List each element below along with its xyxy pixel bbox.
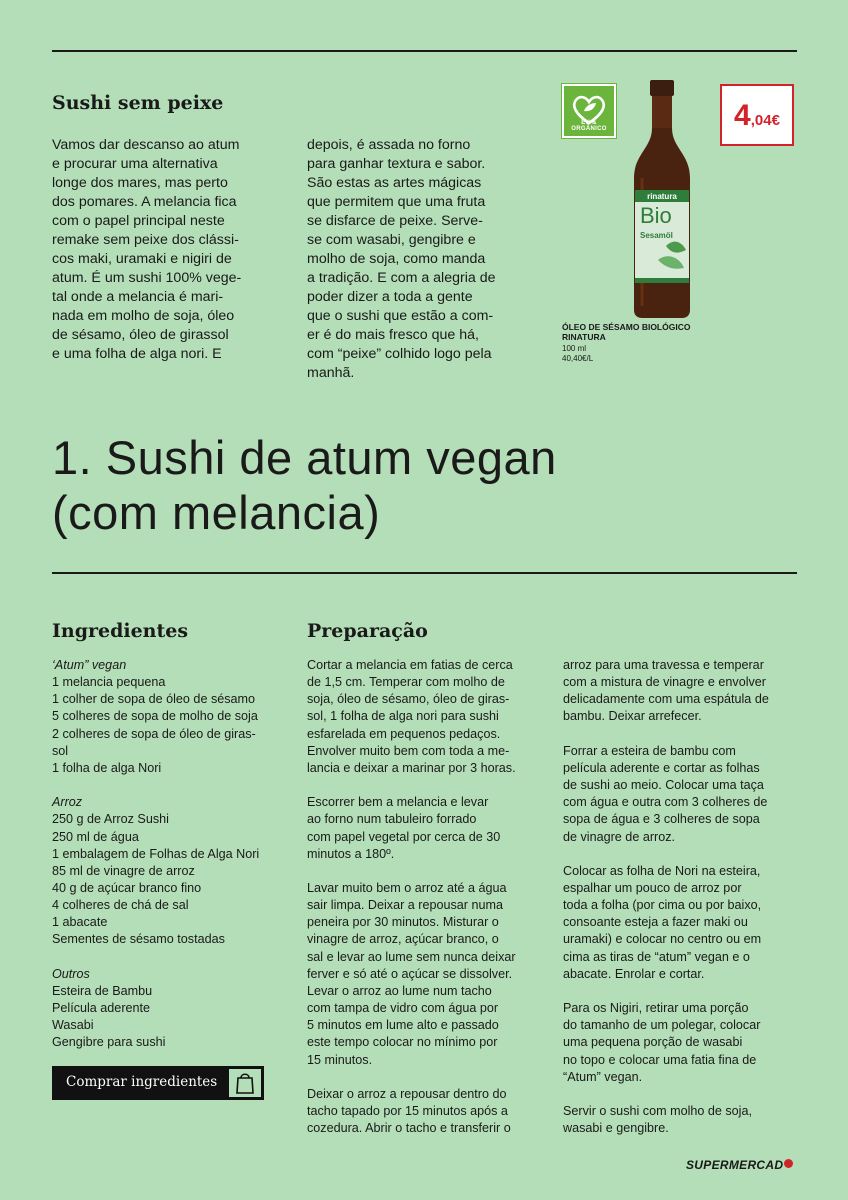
intro-line: longe dos mares, mas perto [52, 175, 228, 191]
ingredient-item: Gengibre para sushi [52, 1035, 166, 1050]
preparation-line: Levar o arroz ao lume num tacho [307, 983, 492, 998]
intro-line: e procurar uma alternativa [52, 156, 218, 172]
ingredient-item: 250 ml de água [52, 829, 139, 844]
price-decimal: ,04€ [750, 112, 780, 129]
ingredients-title: Ingredientes [52, 620, 189, 642]
top-rule [52, 50, 797, 52]
paragraph-gap [52, 777, 259, 794]
intro-line: er é do mais fresco que há, [307, 327, 479, 343]
preparation-line: ao forno num tabuleiro forrado [307, 812, 477, 827]
preparation-line: Cortar a melancia em fatias de cerca [307, 658, 513, 672]
preparation-line: Lavar muito bem o arroz até a água [307, 881, 507, 895]
buy-ingredients-label: Comprar ingredientes [66, 1074, 218, 1090]
intro-line: se com wasabi, gengibre e [307, 232, 476, 248]
preparation-line: 5 minutos em lume alto e passado [307, 1018, 499, 1033]
intro-line: dos pomares. A melancia fica [52, 194, 237, 210]
preparation-line: bambu. Deixar arrefecer. [563, 709, 702, 724]
intro-line: remake sem peixe dos clássi- [52, 232, 239, 248]
bottle-bio: Bio [640, 203, 672, 228]
preparation-line: tacho tapado por 15 minutos após a [307, 1104, 508, 1119]
supermercado-logo: SUPERMERCAD [686, 1158, 793, 1172]
preparation-line: este tempo colocar no mínimo por [307, 1035, 498, 1050]
ingredient-item: 40 g de açúcar branco fino [52, 881, 202, 896]
product-unit-price: 40,40€/L [562, 353, 594, 363]
preparation-line: lancia e deixar a marinar por 3 horas. [307, 760, 516, 775]
preparation-line: no topo e colocar uma fatia fina de [563, 1052, 757, 1067]
preparation-col-1 [307, 657, 516, 1137]
ingredient-group-heading: Outros [52, 966, 90, 981]
preparation-line: soja, óleo de sésamo, óleo de giras- [307, 692, 510, 707]
paragraph-gap [307, 1069, 516, 1086]
intro-line: com o papel principal neste [52, 213, 225, 229]
intro-line: depois, é assada no forno [307, 137, 471, 153]
sesame-oil-bottle-image [628, 78, 696, 320]
preparation-line: consoante esteja a fazer maki ou [563, 915, 748, 930]
preparation-line: Servir o sushi com molho de soja, [563, 1104, 752, 1118]
shopping-bag-icon [228, 1068, 262, 1098]
preparation-line: com água e outra com 3 colheres de [563, 795, 768, 810]
intro-line: a tradição. E com a alegria de [307, 270, 496, 286]
ingredient-group-heading: Arroz [52, 795, 83, 810]
ingredient-item: sol [52, 743, 69, 758]
preparation-line: de sushi ao meio. Colocar uma taça [563, 778, 764, 793]
intro-line: atum. É um sushi 100% vege- [52, 270, 242, 286]
ingredient-item: Wasabi [52, 1018, 94, 1033]
price-tag [720, 84, 794, 146]
ingredient-item: 2 colheres de sopa de óleo de giras- [52, 726, 256, 741]
ingredient-item: Esteira de Bambu [52, 983, 153, 998]
preparation-line: sol, 1 folha de alga nori para sushi [307, 709, 499, 724]
bottle-brand: rinatura [647, 192, 677, 201]
preparation-line: sair limpa. Deixar a repousar numa [307, 898, 503, 913]
ingredient-item: 1 folha de alga Nori [52, 760, 162, 775]
preparation-line: do tamanho de um polegar, colocar [563, 1018, 761, 1033]
intro-line: para ganhar textura e sabor. [307, 156, 486, 172]
intro-line: que o sushi que estão a com- [307, 308, 494, 324]
product-volume: 100 ml [562, 344, 587, 353]
preparation-line: Para os Nigiri, retirar uma porção [563, 1001, 749, 1016]
preparation-line: cozedura. Abrir o tacho e transferir o [307, 1121, 511, 1136]
price-integer: 4 [734, 99, 751, 132]
preparation-line: esfarelada em pequenos pedaços. [307, 726, 501, 741]
ingredient-item: 1 melancia pequena [52, 675, 166, 690]
intro-line: com “peixe” colhido logo pela [307, 346, 492, 362]
preparation-line: com tampa de vidro com água por [307, 1001, 499, 1016]
preparation-line: Escorrer bem a melancia e levar [307, 795, 489, 810]
preparation-line: uramaki) e colocar no centro ou em [563, 932, 762, 947]
intro-line: manhã. [307, 365, 355, 381]
preparation-line: de 1,5 cm. Temperar com molho de [307, 675, 505, 690]
preparation-line: wasabi e gengibre. [563, 1121, 669, 1136]
paragraph-gap [563, 983, 769, 1000]
preparation-line: abacate. Enrolar e cortar. [563, 966, 705, 981]
ingredient-item: 1 abacate [52, 915, 108, 930]
intro-line: molho de soja, como manda [307, 251, 486, 267]
intro-line: que permitem que uma fruta [307, 194, 486, 210]
paragraph-gap [52, 949, 259, 966]
preparation-line: com a mistura de vinagre e envolver [563, 675, 766, 690]
section-rule [52, 572, 797, 574]
paragraph-gap [563, 846, 769, 863]
ingredients-list [52, 657, 259, 1052]
intro-col-2 [307, 136, 495, 383]
ingredient-item: Sementes de sésamo tostadas [52, 932, 225, 947]
ingredient-group-heading: ‘Atum” vegan [52, 658, 127, 672]
preparation-line: com papel vegetal por cerca de 30 [307, 829, 501, 844]
preparation-line: minutos a 180º. [307, 846, 395, 861]
preparation-col-2 [563, 657, 769, 1137]
preparation-line: de vinagre de arroz. [563, 829, 676, 844]
preparation-title: Preparação [307, 620, 428, 642]
preparation-line: Envolver muito bem com toda a me- [307, 743, 510, 758]
preparation-line: peneira por 30 minutos. Misturar o [307, 915, 499, 930]
preparation-line: Deixar o arroz a repousar dentro do [307, 1086, 507, 1101]
eu-organic-badge [562, 84, 616, 138]
paragraph-gap [307, 777, 516, 794]
preparation-line: arroz para uma travessa e temperar [563, 658, 764, 672]
product-name: ÓLEO DE SÉSAMO BIOLÓGICO RINATURA [562, 322, 691, 342]
intro-line: nada em molho de soja, óleo [52, 308, 235, 324]
preparation-line: película aderente e cortar as folhas [563, 760, 760, 775]
preparation-line: delicadamente com uma espátula de [563, 692, 769, 707]
ingredient-item: 5 colheres de sopa de molho de soja [52, 709, 258, 724]
ingredient-item: 85 ml de vinagre de arroz [52, 863, 195, 878]
intro-line: tal onde a melancia é mari- [52, 289, 224, 305]
intro-line: e uma folha de alga nori. E [52, 346, 222, 362]
preparation-line: espalhar um pouco de arroz por [563, 881, 742, 895]
preparation-line: Forrar a esteira de bambu com [563, 743, 736, 758]
buy-ingredients-button[interactable] [52, 1066, 264, 1100]
badge-text: EU & ORGÂNICO [571, 120, 607, 132]
ingredient-item: 1 embalagem de Folhas de Alga Nori [52, 846, 260, 861]
preparation-line: vinagre de arroz, açúcar branco, o [307, 932, 499, 947]
intro-line: se disfarce de peixe. Serve- [307, 213, 483, 229]
ingredient-item: Película aderente [52, 1001, 151, 1016]
preparation-line: uma pequena porção de wasabi [563, 1035, 743, 1050]
preparation-line: “Atum” vegan. [563, 1069, 643, 1084]
ingredient-item: 250 g de Arroz Sushi [52, 812, 169, 827]
intro-line: de sésamo, óleo de girassol [52, 327, 229, 343]
logo-dot-icon [784, 1159, 793, 1168]
intro-line: cos maki, uramaki e nigiri de [52, 251, 232, 267]
paragraph-gap [563, 1086, 769, 1103]
paragraph-gap [307, 863, 516, 880]
paragraph-gap [563, 726, 769, 743]
intro-line: São estas as artes mágicas [307, 175, 482, 191]
preparation-line: sopa de água e 3 colheres de sopa [563, 812, 760, 827]
preparation-line: toda a folha (por cima ou por baixo, [563, 898, 762, 913]
recipe-title: 1. Sushi de atum vegan (com melancia) [52, 431, 557, 539]
intro-line: poder dizer a toda a gente [307, 289, 473, 305]
ingredient-item: 1 colher de sopa de óleo de sésamo [52, 692, 256, 707]
intro-title: Sushi sem peixe [52, 92, 224, 114]
intro-col-1 [52, 136, 241, 364]
preparation-line: ferver e só até o açúcar se dissolver. [307, 966, 513, 981]
preparation-line: 15 minutos. [307, 1052, 373, 1067]
ingredient-item: 4 colheres de chá de sal [52, 898, 189, 913]
preparation-line: sal e levar ao lume sem nunca deixar [307, 949, 516, 964]
preparation-line: cima as tiras de “atum” vegan e o [563, 949, 750, 964]
intro-line: Vamos dar descanso ao atum [52, 137, 240, 153]
product-details [562, 344, 593, 363]
bottle-label: Sesamöl [640, 231, 673, 240]
preparation-line: Colocar as folha de Nori na esteira, [563, 863, 761, 878]
